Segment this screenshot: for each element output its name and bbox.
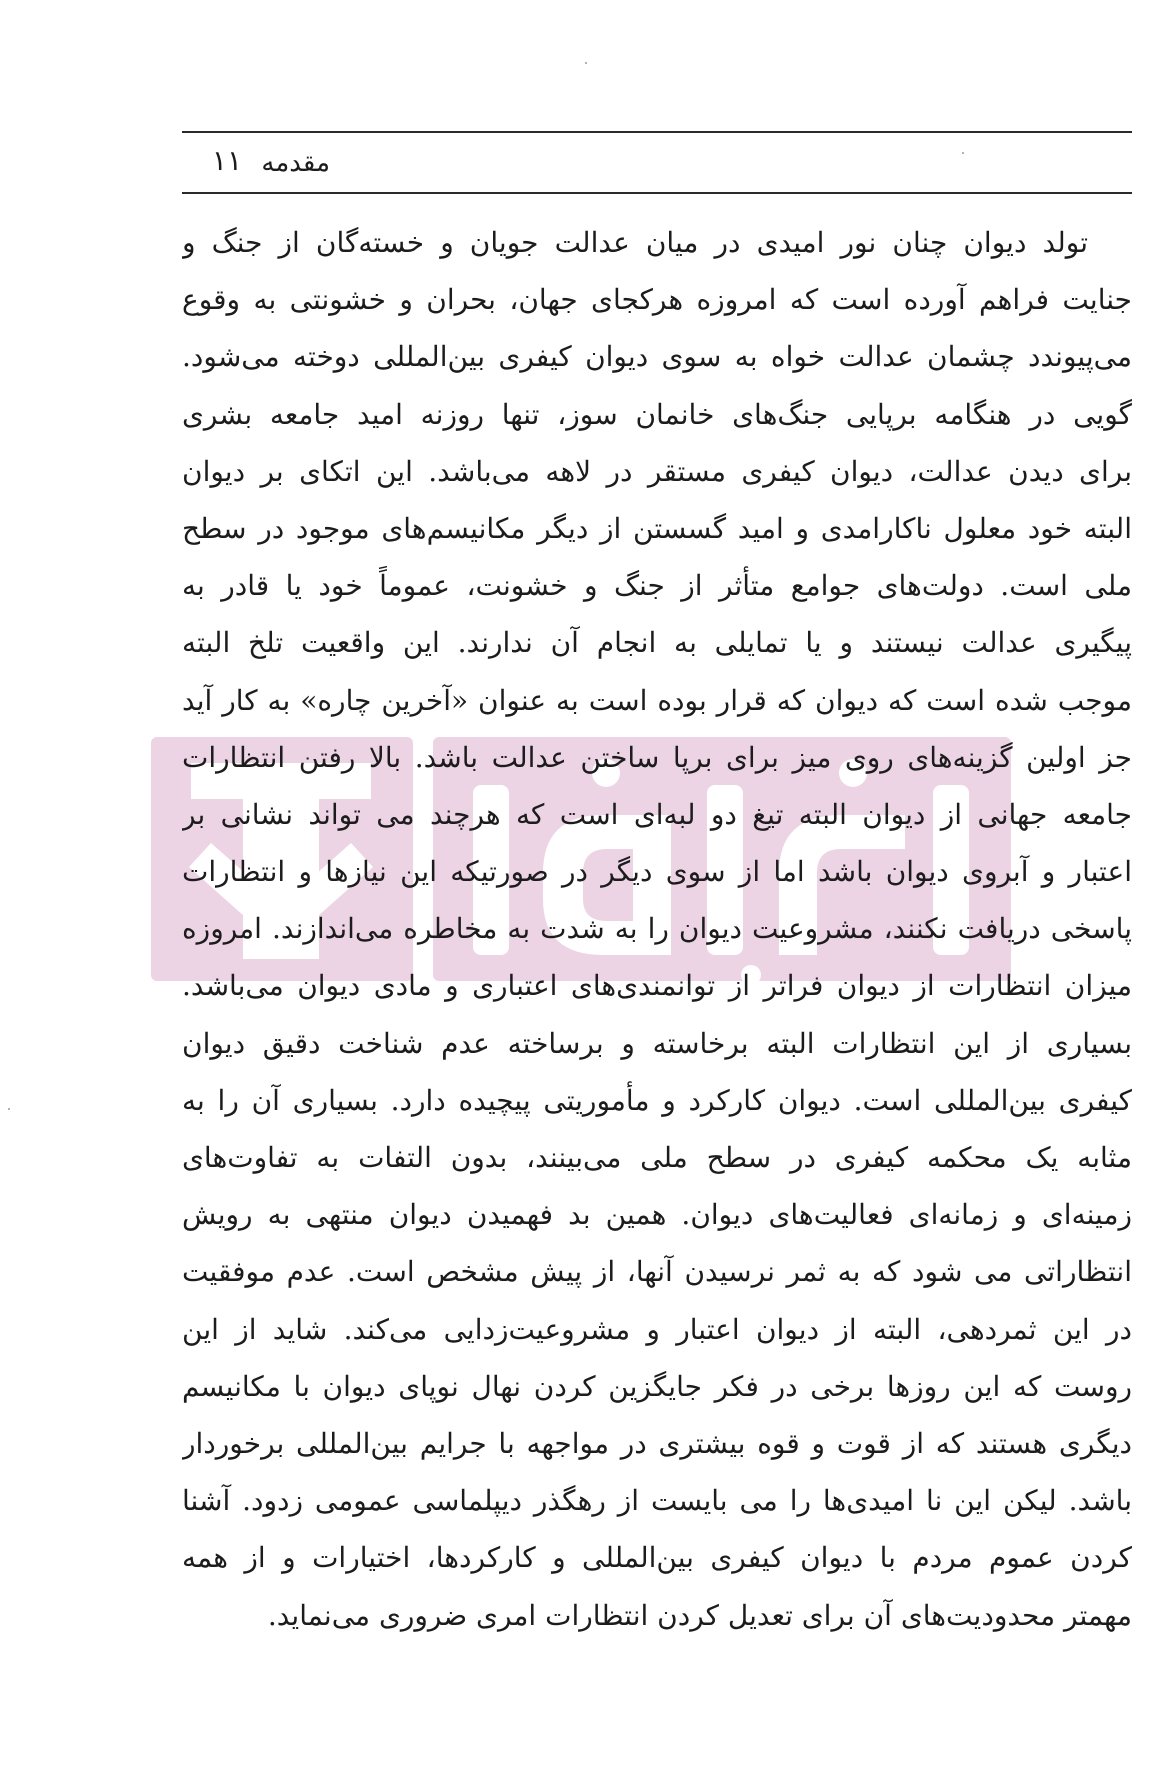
- text-line: انتظاراتی می شود که به ثمر نرسیدن آنها، از پیش مشخص است. عدم موفقیت: [182, 1255, 1132, 1289]
- text-line: موجب شده است که دیوان که قرار بوده است به عنوان «آخرین چاره» به کار آید: [182, 683, 1132, 717]
- text-line: بسیاری از این انتظارات البته برخاسته و برساخته عدم شناخت دقیق دیوان: [182, 1026, 1132, 1060]
- text-line: ملی است. دولت‌های جوامع متأثر از جنگ و خشونت، عموماً خود یا قادر به: [182, 569, 1132, 603]
- header-rule-bottom: [182, 192, 1132, 194]
- scan-speck: [8, 1108, 10, 1110]
- text-line: زمینه‌ای و زمانه‌ای فعالیت‌های دیوان. همین بد فهمیدن دیوان منتهی به رویش: [182, 1198, 1132, 1232]
- page-number: ۱۱: [211, 144, 242, 177]
- text-line: مثابه یک محکمه کیفری در سطح ملی می‌بینند، بدون التفات به تفاوت‌های: [182, 1141, 1132, 1174]
- text-line: جنایت فراهم آورده است که امروزه هرکجای جهان، بحران و خشونتی به وقوع: [182, 283, 1132, 317]
- text-line: جامعه جهانی از دیوان البته تیغ دو لبه‌ای است که هرچند می تواند نشانی بر: [182, 797, 1132, 831]
- text-line: باشد. لیکن این نا امیدی‌ها را می بایست از رهگذر دیپلماسی عمومی زدود. آشنا: [182, 1484, 1132, 1518]
- body-text: [182, 214, 1132, 1644]
- running-head-title: مقدمه: [261, 148, 330, 178]
- text-line: تولد دیوان چنان نور امیدی در میان عدالت جویان و خسته‌گان از جنگ و: [182, 226, 1088, 259]
- text-line: گویی در هنگامه برپایی جنگ‌های خانمان سوز، تنها روزنه امید جامعه بشری: [182, 397, 1132, 431]
- running-header: [182, 140, 1132, 186]
- header-rule-top: [182, 131, 1132, 133]
- text-line: برای دیدن عدالت، دیوان کیفری مستقر در لاهه می‌باشد. این اتکای بر دیوان: [182, 454, 1132, 488]
- text-line: می‌پیوندد چشمان عدالت خواه به سوی دیوان کیفری بین‌المللی دوخته می‌شود.: [182, 340, 1132, 374]
- text-line: در این ثمردهی، البته از دیوان اعتبار و مشروعیت‌زدایی می‌کند. شاید از این: [182, 1312, 1132, 1346]
- text-line: کیفری بین‌المللی است. دیوان کارکرد و مأموریتی پیچیده دارد. بسیاری آن را به: [182, 1083, 1132, 1117]
- text-line: جز اولین گزینه‌های روی میز برای برپا ساختن عدالت باشد. بالا رفتن انتظارات: [182, 740, 1132, 774]
- text-line: پیگیری عدالت نیستند و یا تمایلی به انجام آن ندارند. این واقعیت تلخ البته: [182, 626, 1132, 660]
- text-line: روست که این روزها برخی در فکر جایگزین کردن نهال نوپای دیوان با مکانیسم: [182, 1369, 1132, 1403]
- text-line: کردن عموم مردم با دیوان کیفری بین‌المللی و کارکردها، اختیارات و از همه: [182, 1541, 1132, 1575]
- text-line: پاسخی دریافت نکنند، مشروعیت دیوان را به شدت به مخاطره می‌اندازند. امروزه: [182, 912, 1132, 946]
- text-line: دیگری هستند که از قوت و قوه بیشتری در مواجهه با جرایم بین‌المللی برخوردار: [182, 1426, 1132, 1460]
- text-line: البته خود معلول ناکارامدی و امید گسستن از دیگر مکانیسم‌های موجود در سطح: [182, 511, 1132, 545]
- text-line: میزان انتظارات از دیوان فراتر از توانمندی‌های اعتباری و مادی دیوان می‌باشد.: [182, 969, 1132, 1003]
- text-line: مهمتر محدودیت‌های آن برای تعدیل کردن انتظارات امری ضروری می‌نماید.: [267, 1598, 1132, 1632]
- scan-speck: [585, 62, 587, 64]
- text-line: اعتبار و آبروی دیوان باشد اما از سوی دیگر در صورتیکه این نیازها و انتظارات: [182, 855, 1132, 889]
